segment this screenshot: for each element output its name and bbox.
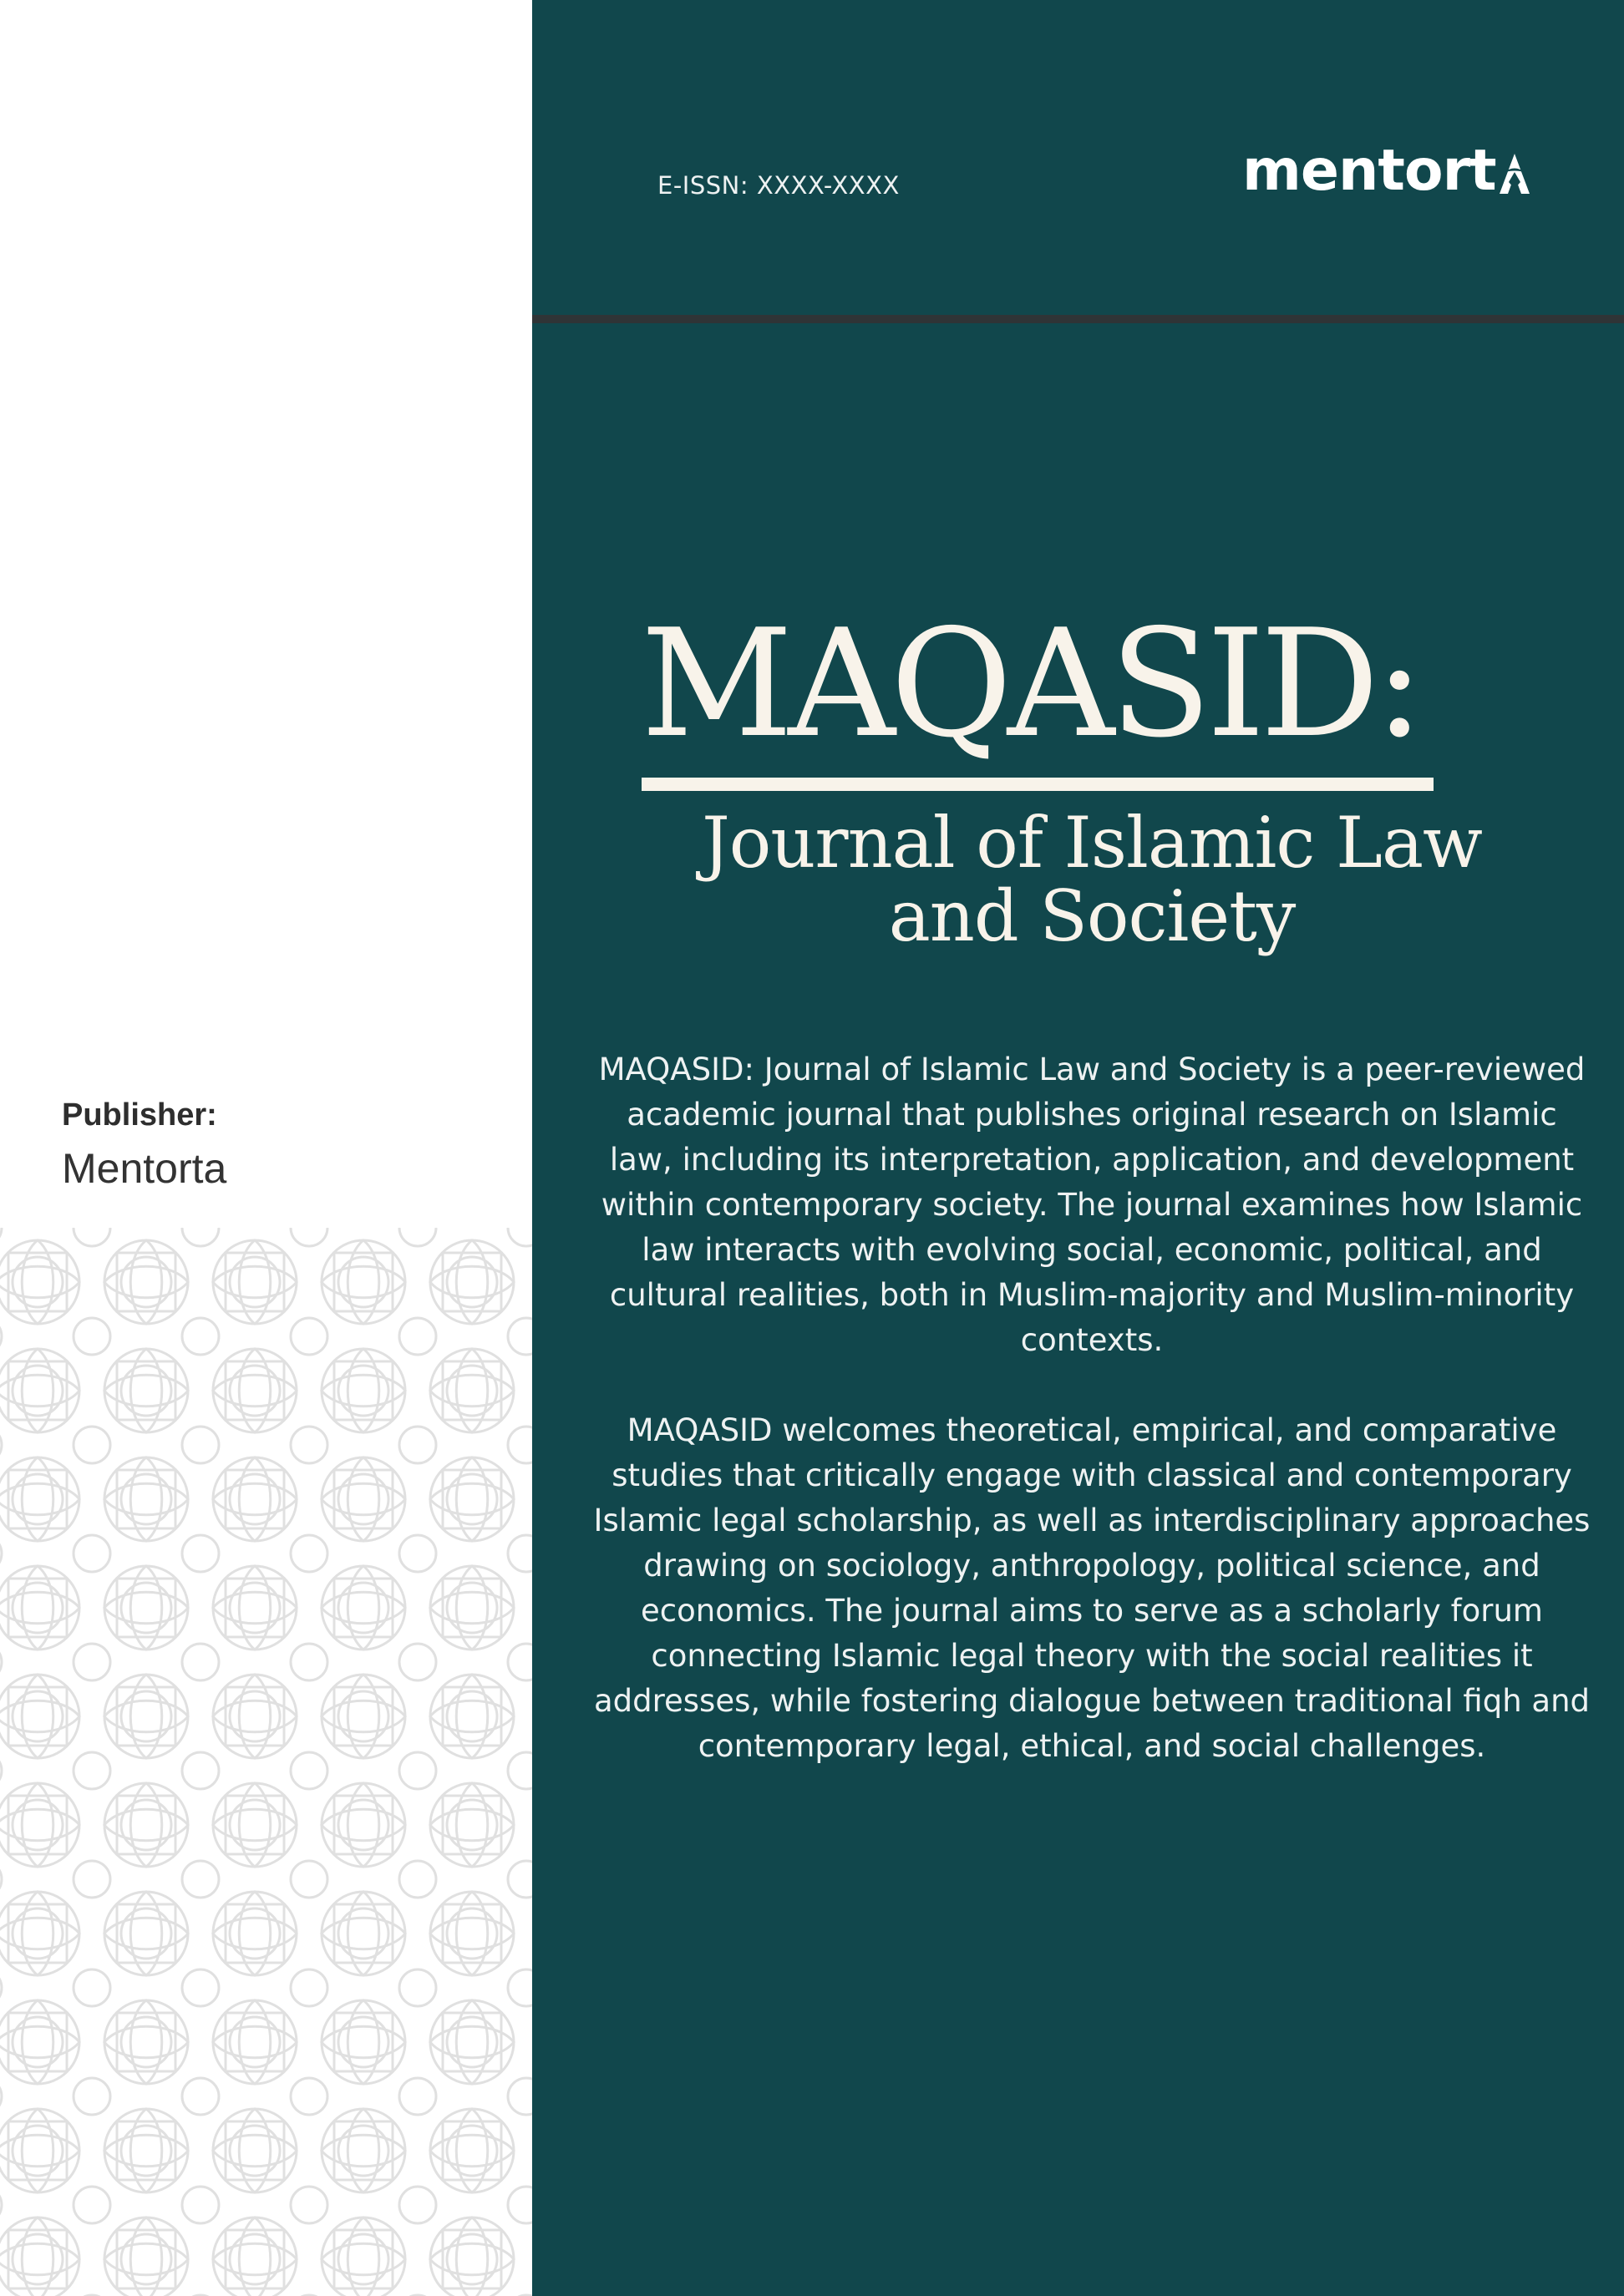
left-panel	[0, 0, 532, 2296]
publisher-name: Mentorta	[62, 1145, 227, 1192]
decorative-pattern	[0, 1228, 532, 2296]
logo-mark-icon	[1498, 152, 1531, 195]
description-paragraph-1: MAQASID: Journal of Islamic Law and Society is a peer-reviewed academic journal that publishes original research on Islamic law, including its interpretation, application, and development within contemporary society. The journal examines how Islamic law interacts with evolving social, economic, political, and cultural realities, both in Muslim-majority and Muslim-minority contexts.	[598, 1052, 1586, 1358]
subtitle-line-1: Journal of Islamic Law	[702, 802, 1482, 884]
title-underline	[642, 778, 1434, 791]
issn-text: E-ISSN: XXXX-XXXX	[657, 171, 900, 200]
publisher-logo	[1242, 138, 1531, 205]
publisher-label: Publisher:	[62, 1097, 217, 1133]
right-panel	[532, 0, 1624, 2296]
header-divider	[532, 315, 1624, 323]
subtitle-line-2: and Society	[888, 875, 1296, 957]
journal-subtitle	[599, 802, 1585, 957]
journal-title: MAQASID:	[641, 597, 1420, 770]
logo-text: mentort	[1242, 138, 1496, 204]
description-paragraph-2: MAQASID welcomes theoretical, empirical, and comparative studies that critically engage with classical and contemporary Islamic legal scholarship, as well as interdisciplinary approaches drawing on sociology, anthropology, political science, and economics. The journal aims to serve as a scholarly forum connecting Islamic legal theory with the social realities it addresses, while fostering dialogue between traditional fiqh and contemporary legal, ethical, and social challenges.	[593, 1412, 1591, 1764]
